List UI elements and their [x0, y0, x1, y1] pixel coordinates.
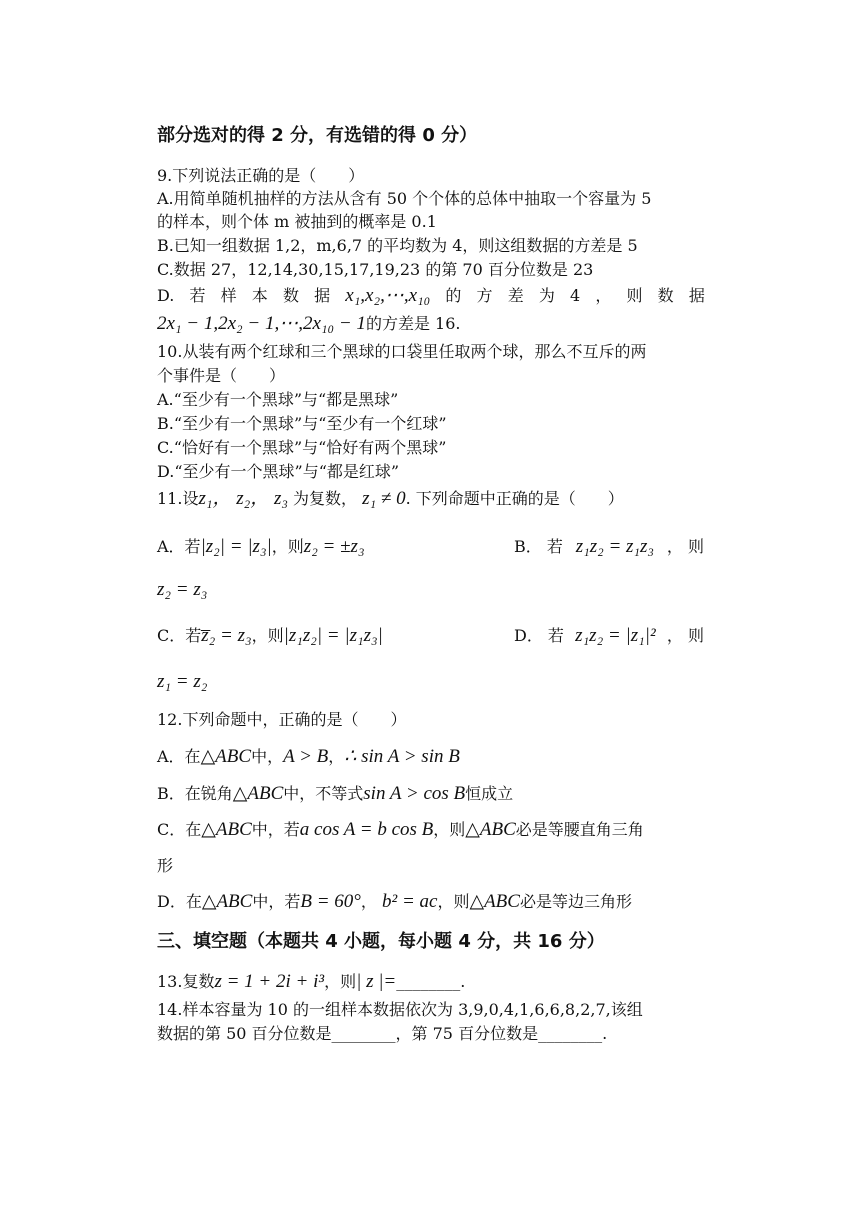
q9-option-c: C.数据 27，12,14,30,15,17,19,23 的第 70 百分位数是 23: [157, 260, 594, 279]
q10-option-c: C.“恰好有一个黑球”与“恰好有两个黑球”: [157, 438, 447, 457]
text: ， 则: [666, 626, 704, 645]
math-expression: |z₁z₂| = |z₁z₃|: [283, 625, 383, 646]
text: 必是等边三角形: [519, 892, 632, 911]
section-header-continuation: 部分选对的得 2 分，有选错的得 0 分）: [157, 125, 478, 146]
text: . 下列命题中正确的是（ ）: [405, 489, 624, 508]
word: D.: [157, 286, 175, 305]
text: 13.复数: [157, 972, 215, 991]
text: D．在: [157, 892, 202, 911]
q11-option-c: [157, 626, 383, 646]
text: 中，若: [251, 820, 300, 839]
q9-option-d-line1: [157, 286, 705, 306]
math-expression: a cos A = b cos B: [299, 819, 434, 840]
q10-option-b: B.“至少有一个黑球”与“至少有一个红球”: [157, 414, 447, 433]
q10-stem-line2: 个事件是（ ）: [157, 366, 286, 385]
math-triangle: △ABC: [201, 891, 253, 912]
math-triangle: △ABC: [469, 891, 520, 912]
q10-stem-line1: 10.从装有两个红球和三个黑球的口袋里任取两个球，那么不互斥的两: [157, 342, 647, 361]
text: ，则: [324, 972, 357, 991]
math-triangle: △ABC: [465, 819, 516, 840]
word: 本: [251, 286, 268, 305]
text: B．在锐角: [157, 784, 233, 803]
word: 据: [688, 286, 705, 305]
q9-stem: 9.下列说法正确的是（ ）: [157, 166, 365, 185]
q11-option-d: [514, 626, 704, 646]
text: 中，若: [252, 892, 301, 911]
q12-option-a: [157, 747, 460, 767]
q12-option-b: [157, 784, 513, 804]
q9-option-b: B.已知一组数据 1,2，m,6,7 的平均数为 4，则这组数据的方差是 5: [157, 236, 638, 255]
math-expression: z̅₂ = z₃: [201, 625, 252, 646]
text: 中，: [251, 747, 284, 766]
text: 为复数，: [293, 489, 358, 508]
math-triangle: △ABC: [201, 819, 252, 840]
text: C．在: [157, 820, 202, 839]
math-expression: | z |=: [356, 971, 397, 992]
math-triangle: △ABC: [232, 783, 284, 804]
q13-line: [157, 972, 465, 992]
math-vars: z₁， z₂， z₃: [198, 488, 288, 509]
q12-option-c-cont: 形: [157, 856, 174, 875]
q12-option-d: [157, 892, 632, 912]
q12-stem: 12.下列命题中，正确的是（ ）: [157, 710, 407, 729]
q11-stem: [157, 489, 624, 509]
math-expression: 2x₁ − 1,2x₂ − 1,⋯,2x₁₀ − 1: [157, 313, 366, 334]
text: A．若: [157, 537, 201, 556]
q9-option-a-line2: 的样本，则个体 m 被抽到的概率是 0.1: [157, 212, 437, 231]
word: 为: [538, 286, 555, 305]
q14-line2: 数据的第 50 百分位数是________，第 75 百分位数是________.: [157, 1024, 608, 1043]
math-sequence: x₁,x₂,⋯,x₁₀: [345, 285, 431, 306]
math-expression: z₁ = z₂: [157, 671, 208, 692]
q12-option-c: [157, 820, 644, 840]
math-triangle: △ABC: [200, 746, 252, 767]
text: 恒成立: [465, 784, 514, 803]
text: D． 若: [514, 626, 564, 645]
text: C．若: [157, 626, 202, 645]
text: B． 若: [514, 537, 563, 556]
math-expression: B = 60°: [300, 891, 361, 912]
word: 差: [507, 286, 524, 305]
math-expression: b² = ac: [382, 891, 438, 912]
math-expression: sin A > cos B: [363, 783, 466, 804]
text: ，则: [437, 892, 470, 911]
math-expression: z₂ = z₃: [157, 579, 208, 600]
text: ，则: [251, 626, 284, 645]
text: ，则: [433, 820, 466, 839]
q11-option-d-cont: [157, 672, 207, 692]
text: ，: [360, 892, 377, 911]
text: 11.设: [157, 489, 199, 508]
text: ，: [328, 747, 345, 766]
q10-option-a: A.“至少有一个黑球”与“都是黑球”: [157, 390, 399, 409]
q11-option-b: [514, 537, 704, 557]
math-expression: A > B: [283, 746, 329, 767]
word: 若: [189, 286, 206, 305]
math-expression: z₁z₂ = |z₁|²: [575, 625, 656, 646]
math-expression: z₂ = ±z₃: [303, 536, 365, 557]
word: 数: [282, 286, 299, 305]
answer-blank: ________.: [396, 972, 466, 991]
math-expression: ∴ sin A > sin B: [344, 746, 460, 767]
word: ，: [595, 286, 612, 305]
math-condition: z₁ ≠ 0: [362, 488, 406, 509]
text: ， 则: [666, 537, 704, 556]
q10-option-d: D.“至少有一个黑球”与“都是红球”: [157, 462, 400, 481]
text: 中，不等式: [283, 784, 364, 803]
word: 4: [570, 286, 581, 305]
q11-option-b-cont: [157, 580, 207, 600]
q14-line1: 14.样本容量为 10 的一组样本数据依次为 3,9,0,4,1,6,6,8,2,7,该组: [157, 1000, 643, 1019]
section-3-heading: 三、填空题（本题共 4 小题，每小题 4 分，共 16 分）: [157, 931, 605, 952]
text: 的方差是 16.: [365, 314, 461, 333]
word: 样: [220, 286, 237, 305]
math-expression: z₁z₂ = z₁z₃: [575, 536, 655, 557]
word: 方: [476, 286, 493, 305]
q9-option-d-line2: [157, 314, 460, 334]
math-expression: z = 1 + 2i + i³: [214, 971, 325, 992]
text: A．在: [157, 747, 201, 766]
word: 则: [626, 286, 643, 305]
q11-option-a: [157, 537, 365, 557]
word: 数: [657, 286, 674, 305]
word: 据: [314, 286, 331, 305]
text: ，则: [271, 537, 304, 556]
text: 必是等腰直角三角: [515, 820, 644, 839]
math-expression: |z₂| = |z₃|: [200, 536, 272, 557]
q9-option-a-line1: A.用简单随机抽样的方法从含有 50 个个体的总体中抽取一个容量为 5: [157, 189, 652, 208]
word: 的: [445, 286, 462, 305]
